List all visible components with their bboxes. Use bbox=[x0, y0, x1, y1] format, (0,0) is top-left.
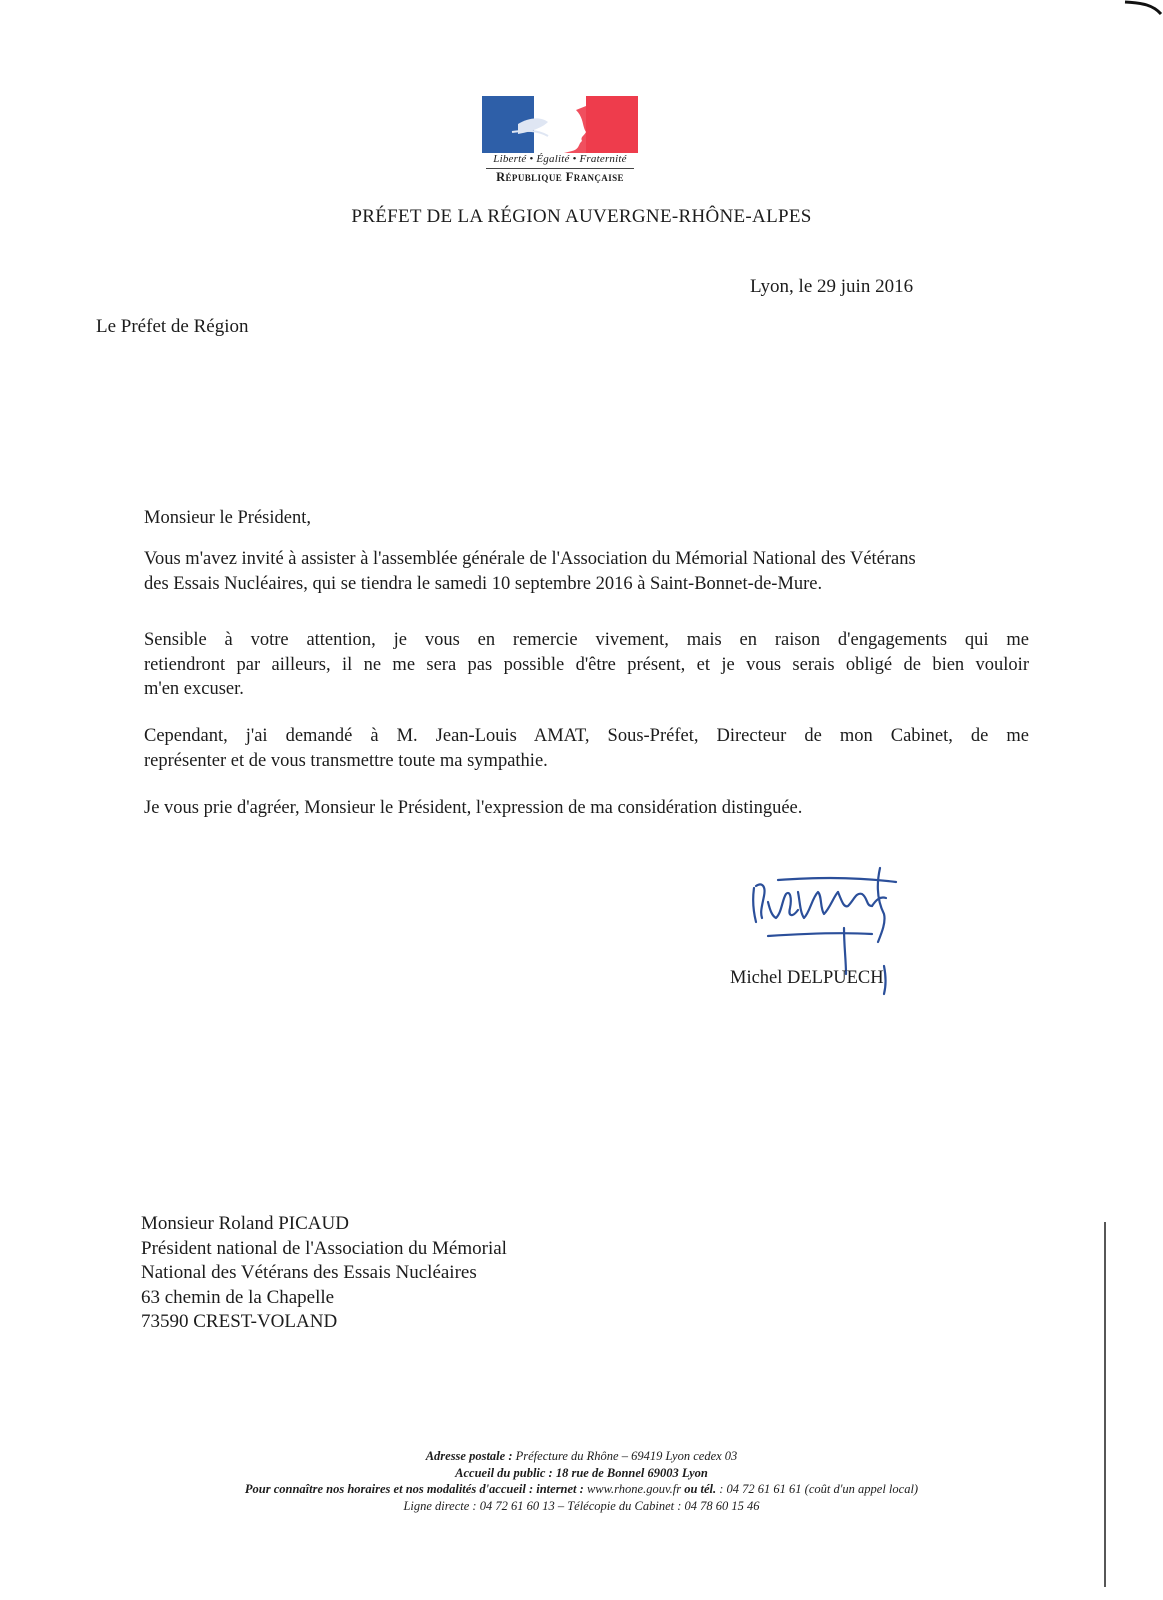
addressee-line: Président national de l'Association du Mémorial bbox=[141, 1237, 507, 1259]
paragraph-line: Vous m'avez invité à assister à l'assemblée générale de l'Association du Mémorial National des Vétérans bbox=[144, 549, 916, 569]
paragraph-line: Sensible à votre attention, je vous en remercie vivement, mais en raison d'engagements qui me bbox=[144, 630, 1029, 650]
marianne-flag-icon bbox=[482, 96, 638, 153]
scan-edge-line bbox=[1104, 1222, 1106, 1587]
paragraph-3 bbox=[144, 724, 1029, 773]
footer-hours bbox=[0, 1481, 1163, 1498]
marianne-logo bbox=[482, 96, 638, 186]
paragraph-line: représenter et de vous transmettre toute ma sympathie. bbox=[144, 750, 548, 771]
addressee-line: National des Vétérans des Essais Nucléaires bbox=[141, 1262, 477, 1283]
republic-motto: Liberté • Égalité • Fraternité bbox=[493, 153, 627, 165]
salutation: Monsieur le Président, bbox=[144, 508, 311, 528]
paragraph-line: m'en excuser. bbox=[144, 679, 244, 699]
addressee-block bbox=[141, 1212, 507, 1335]
paragraph-2 bbox=[144, 628, 1029, 702]
paragraph-line: retiendront par ailleurs, il ne me sera pas possible d'être présent, et je vous serais obligé de bien vouloir bbox=[144, 654, 1029, 675]
prefecture-title: PRÉFET DE LA RÉGION AUVERGNE-RHÔNE-ALPES bbox=[351, 206, 812, 227]
paragraph-4 bbox=[144, 796, 1029, 821]
addressee-line: 73590 CREST-VOLAND bbox=[141, 1311, 338, 1332]
scan-corner-mark bbox=[1123, 0, 1163, 22]
footer-direct-line: Ligne directe : 04 72 61 60 13 – Télécopie du Cabinet : 04 78 60 15 46 bbox=[403, 1498, 760, 1513]
addressee-line: Monsieur Roland PICAUD bbox=[141, 1213, 349, 1234]
paragraph-line: des Essais Nucléaires, qui se tiendra le samedi 10 septembre 2016 à Saint-Bonnet-de-Mure. bbox=[144, 573, 823, 594]
logo-divider bbox=[486, 168, 634, 169]
signatory-name: Michel DELPUECH bbox=[730, 968, 884, 988]
footer-phone-text: : 04 72 61 61 61 (coût d'un appel local) bbox=[716, 1482, 919, 1496]
footer-reception-text: Accueil du public : 18 rue de Bonnel 69003 Lyon bbox=[455, 1465, 708, 1480]
footer-reception bbox=[0, 1465, 1163, 1482]
footer-postal-text: Préfecture du Rhône – 69419 Lyon cedex 03 bbox=[512, 1449, 738, 1463]
sender-title: Le Préfet de Région bbox=[96, 316, 249, 337]
paragraph-line: Cependant, j'ai demandé à M. Jean-Louis AMAT, Sous-Préfet, Directeur de mon Cabinet, de me bbox=[144, 726, 1029, 746]
footer-hours-label: Pour connaître nos horaires et nos modalités d'accueil : internet : bbox=[244, 1482, 584, 1496]
paragraph-line: Je vous prie d'agréer, Monsieur le Président, l'expression de ma considération distinguée. bbox=[144, 798, 803, 818]
footer-postal bbox=[0, 1448, 1163, 1465]
paragraph-1 bbox=[144, 547, 1029, 596]
addressee-line: 63 chemin de la Chapelle bbox=[141, 1286, 335, 1308]
footer-contact bbox=[0, 1448, 1163, 1514]
footer-postal-label: Adresse postale : bbox=[425, 1449, 513, 1463]
date-line: Lyon, le 29 juin 2016 bbox=[750, 276, 914, 297]
footer-phone-label: ou tél. bbox=[681, 1482, 717, 1496]
republic-name: République Française bbox=[496, 170, 624, 184]
footer-website-link[interactable]: www.rhone.gouv.fr bbox=[583, 1482, 682, 1496]
